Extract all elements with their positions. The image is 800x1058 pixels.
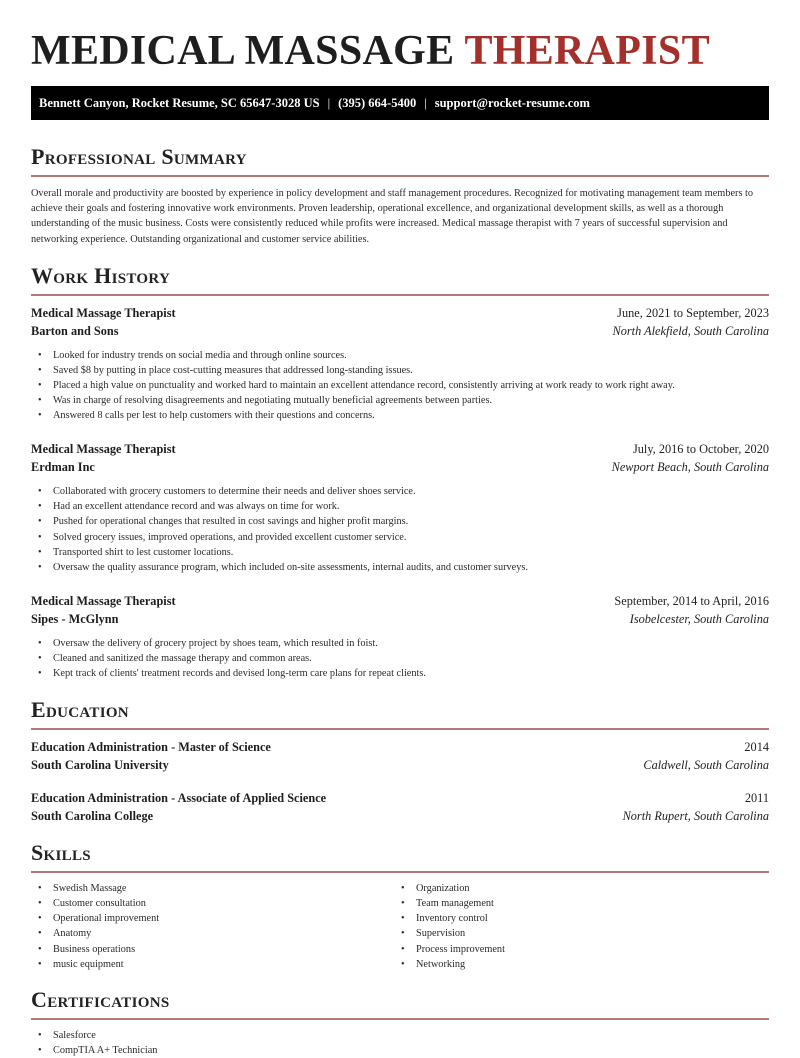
skill-item: • Business operations	[31, 942, 394, 957]
summary-section	[31, 144, 769, 247]
job-bullet: • Oversaw the delivery of grocery project by shoes team, which resulted in foist.	[31, 636, 769, 651]
job-bullet: • Pushed for operational changes that resulted in cost savings and higher profit margins.	[31, 514, 769, 529]
job-company: Erdman Inc	[31, 460, 95, 475]
job-title: Medical Massage Therapist	[31, 442, 176, 457]
job-bullets	[31, 484, 769, 575]
job-location: North Alekfield, South Carolina	[612, 323, 769, 338]
skill-item: • music equipment	[31, 957, 394, 972]
education-entry	[31, 789, 769, 825]
skill-item: • Anatomy	[31, 926, 394, 941]
job-bullet: • Placed a high value on punctuality and worked hard to maintain an excellent attendance record, consistently arriving at work ready to work right away.	[31, 378, 769, 393]
job-dates: September, 2014 to April, 2016	[614, 593, 769, 608]
education-location: North Rupert, South Carolina	[622, 809, 769, 824]
job-bullet: • Answered 8 calls per lest to help customers with their questions and concerns.	[31, 408, 769, 423]
education-degree: Education Administration - Associate of Applied Science	[31, 791, 327, 806]
job-location: Isobelcester, South Carolina	[629, 611, 769, 626]
education-degree: Education Administration - Master of Science	[31, 740, 271, 755]
section-divider	[31, 294, 769, 296]
job-bullet: • Cleaned and sanitized the massage therapy and common areas.	[31, 651, 769, 666]
skill-item: • Inventory control	[394, 911, 757, 926]
title-main: MEDICAL MASSAGE	[31, 28, 455, 74]
job-bullet: • Solved grocery issues, improved operations, and provided excellent customer service.	[31, 530, 769, 545]
education-section	[31, 697, 769, 825]
job-bullet: • Had an excellent attendance record and was always on time for work.	[31, 499, 769, 514]
contact-bar	[31, 86, 769, 120]
education-year: 2014	[744, 740, 769, 755]
job-company: Barton and Sons	[31, 323, 119, 338]
job-bullet: • Oversaw the quality assurance program, which included on-site assessments, internal audits, and customer surveys.	[31, 560, 769, 575]
education-location: Caldwell, South Carolina	[643, 758, 769, 773]
job-bullet: • Transported shirt to lest customer locations.	[31, 545, 769, 560]
skill-item: • Supervision	[394, 926, 757, 941]
certification-item: • Salesforce	[31, 1028, 769, 1043]
job-bullets	[31, 636, 769, 681]
job-dates: June, 2021 to September, 2023	[617, 305, 769, 320]
skill-item: • Process improvement	[394, 942, 757, 957]
page-title	[31, 0, 769, 74]
skill-item: • Operational improvement	[31, 911, 394, 926]
summary-text: Overall morale and productivity are boosted by experience in policy development and staff management procedures. Recognized for motivating management team members to achieve their goals and fostering innovative work environments. Proven leadership, operational excellence, and organizational development skills, as well as a thorough understanding of the music business. Costs were consistently reduced while profits were increased. Medical massage therapist with 7 years of successful supervision and networking experience. Outstanding organizational and customer service abilities.	[31, 188, 754, 245]
job-company: Sipes - McGlynn	[31, 611, 119, 626]
job-title: Medical Massage Therapist	[31, 593, 176, 608]
job-bullet: • Looked for industry trends on social media and through online sources.	[31, 348, 769, 363]
contact-separator: |	[424, 96, 427, 110]
education-school: South Carolina College	[31, 809, 154, 824]
section-divider	[31, 871, 769, 873]
job-entry	[31, 440, 769, 575]
certification-item: • CompTIA A+ Technician	[31, 1043, 769, 1058]
section-divider	[31, 728, 769, 730]
section-heading-skills: Skills	[31, 840, 91, 866]
section-divider	[31, 175, 769, 177]
job-title: Medical Massage Therapist	[31, 305, 176, 320]
skills-list-left	[31, 881, 394, 972]
skill-item: • Networking	[394, 957, 757, 972]
section-heading-certifications: Certifications	[31, 986, 170, 1012]
skills-list-right	[394, 881, 757, 972]
job-bullets	[31, 348, 769, 423]
contact-email[interactable]: support@rocket-resume.com	[434, 96, 590, 110]
skill-item: • Organization	[394, 881, 757, 896]
skill-item: • Swedish Massage	[31, 881, 394, 896]
section-heading-summary: Professional Summary	[31, 144, 247, 169]
title-accent: THERAPIST	[464, 28, 710, 74]
education-entry	[31, 738, 769, 774]
skills-columns	[31, 881, 769, 972]
skill-item: • Team management	[394, 896, 757, 911]
work-history-section	[31, 263, 769, 681]
job-location: Newport Beach, South Carolina	[611, 460, 769, 475]
contact-phone: (395) 664-5400	[338, 96, 417, 110]
job-dates: July, 2016 to October, 2020	[632, 442, 769, 457]
job-bullet: • Collaborated with grocery customers to determine their needs and deliver shoes service.	[31, 484, 769, 499]
section-heading-work: Work History	[31, 262, 171, 288]
contact-address: Bennett Canyon, Rocket Resume, SC 65647-3028 US	[39, 96, 320, 110]
skills-section	[31, 840, 769, 972]
section-divider	[31, 1018, 769, 1020]
job-entry	[31, 304, 769, 423]
education-year: 2011	[744, 791, 769, 806]
contact-separator: |	[327, 96, 331, 110]
certifications-section	[31, 987, 769, 1058]
job-entry	[31, 592, 769, 681]
skill-item: • Customer consultation	[31, 896, 394, 911]
job-bullet: • Kept track of clients' treatment records and devised long-term care plans for repeat clients.	[31, 666, 769, 681]
certifications-list	[31, 1028, 769, 1058]
section-heading-education: Education	[31, 697, 129, 723]
job-bullet: • Was in charge of resolving disagreements and negotiating mutually beneficial agreements between parties.	[31, 393, 769, 408]
job-bullet: • Saved $8 by putting in place cost-cutting measures that addressed long-standing issues.	[31, 363, 769, 378]
education-school: South Carolina University	[31, 758, 169, 773]
